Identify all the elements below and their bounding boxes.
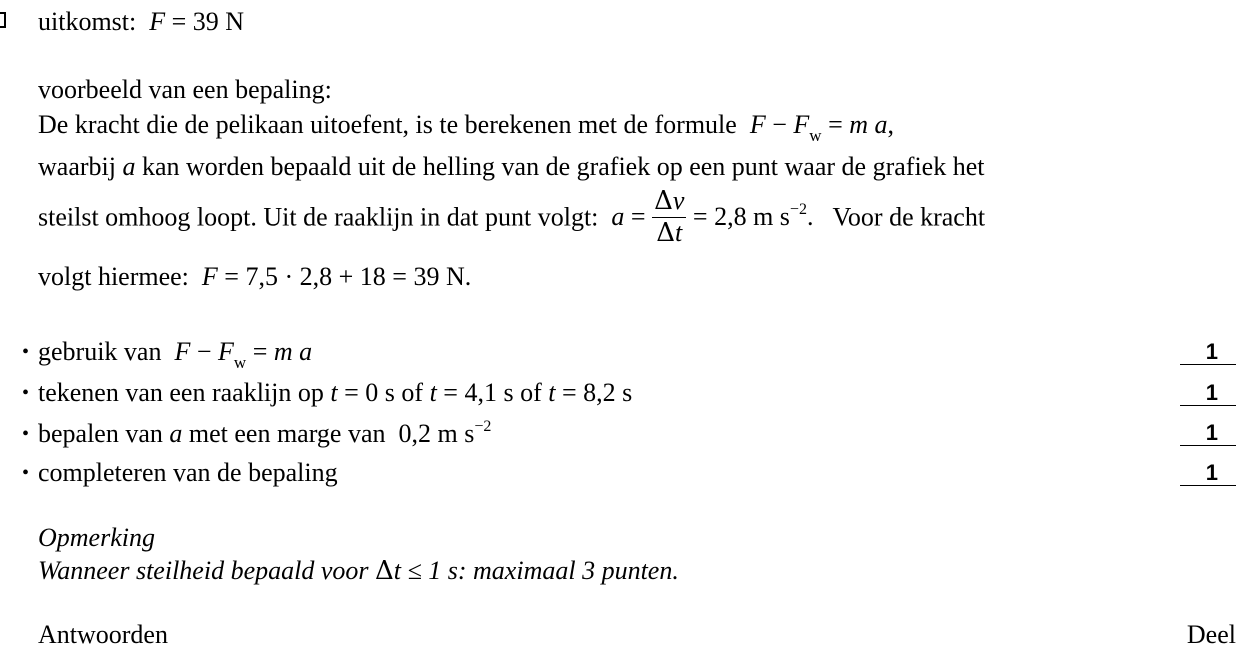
remark-text: Wanneer steilheid bepaald voor Δt ≤ 1 s: maximaal 3 punten. bbox=[38, 556, 679, 586]
example-line-3-text: steilst omhoog loopt. Uit de raaklijn in dat punt volgt: bbox=[38, 202, 599, 232]
example-line-4 bbox=[38, 264, 471, 290]
formula-acceleration: a = $\frac{\Delta v}{\Delta t}$ = 2,8 m $s^{-2}$. bbox=[611, 186, 820, 248]
fraction-dv-dt: $\frac{\Delta v}{\Delta t}$ bbox=[654, 186, 685, 248]
bullet: • bbox=[22, 462, 30, 484]
outcome-label: uitkomst: bbox=[38, 7, 137, 36]
example-line-2-pre: waarbij bbox=[38, 152, 116, 181]
criterion-3-points: 1 bbox=[1180, 422, 1236, 446]
remark-title: Opmerking bbox=[38, 523, 155, 552]
formula-newton: $F - F_w = m$ a, bbox=[749, 110, 895, 145]
criterion-1-points: 1 bbox=[1180, 341, 1236, 365]
footer-left: Antwoorden bbox=[38, 620, 168, 649]
example-line-2 bbox=[38, 154, 984, 180]
criterion-1: gebruik van $F - F_w = m$ a bbox=[38, 337, 313, 372]
checkbox[interactable] bbox=[0, 12, 6, 28]
example-line-4-text: volgt hiermee: bbox=[38, 262, 189, 291]
example-line-1-text: De kracht die de pelikaan uitoefent, is te berekenen met de formule bbox=[38, 110, 737, 139]
criterion-4-points: 1 bbox=[1180, 462, 1236, 486]
bullet: • bbox=[22, 341, 30, 363]
criterion-3: bepalen van a met een marge van 0,2 m $s^{-2}$ bbox=[38, 418, 492, 448]
criterion-2-points: 1 bbox=[1180, 382, 1236, 406]
example-heading: voorbeeld van een bepaling: bbox=[38, 75, 332, 104]
formula-force: F = 7,5 · 2,8 + 18 = 39 N. bbox=[201, 262, 472, 291]
example-line-1 bbox=[38, 110, 895, 145]
criterion-4: completeren van de bepaling bbox=[38, 458, 338, 487]
example-line-3-post: Voor de kracht bbox=[832, 202, 986, 232]
variable-a: a bbox=[122, 152, 136, 181]
outcome-line bbox=[38, 9, 244, 35]
footer-right: Deel bbox=[1186, 620, 1236, 649]
criterion-2: tekenen van een raaklijn op t = 0 s of t = 4,1 s of t = 8,2 s bbox=[38, 378, 633, 407]
outcome-formula: F = 39 N bbox=[149, 7, 245, 36]
example-line-3 bbox=[38, 188, 985, 251]
bullet: • bbox=[22, 382, 30, 404]
bullet: • bbox=[22, 423, 30, 445]
example-line-2-post: kan worden bepaald uit de helling van de grafiek op een punt waar de grafiek het bbox=[141, 152, 985, 181]
